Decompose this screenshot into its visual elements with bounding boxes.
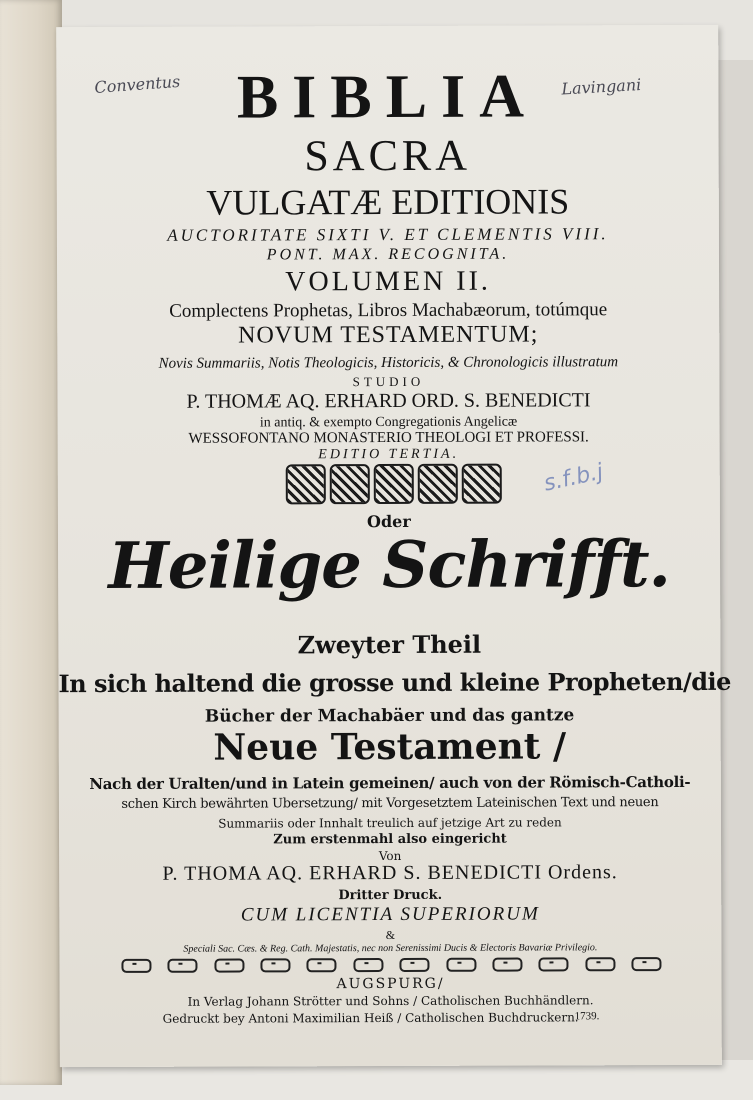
zweyter-theil: Zweyter Theil [297,629,482,660]
left-page-edge [0,0,62,1085]
ornament [168,959,198,973]
thoma-erhard-line: P. THOMA AQ. ERHARD S. BENEDICTI Ordens. [162,861,618,885]
ornament [121,959,151,973]
ornament [261,958,291,972]
summariis-german-line: Summariis oder Innhalt treulich auf jetzige Art zu reden [218,815,562,831]
von-line: Von [378,848,402,864]
volumen-heading: VOLUMEN II. [285,265,491,298]
ornament [400,958,430,972]
ampersand-line: & [385,927,396,943]
handwritten-note-left: Conventus [93,71,181,97]
ornament [307,958,337,972]
augspurg-line: AUGSPURG/ [336,975,445,993]
kirch-line: schen Kirch bewährten Ubersetzung/ mit Vorgesetztem Lateinischen Text und neuen [121,795,659,812]
handwritten-note-right: Lavingani [560,75,642,99]
monasterio-line: WESSOFONTANO MONASTERIO THEOLOGI ET PROFESSI. [188,429,589,447]
ink-stamp: s.f.b.j [541,459,606,497]
ornamental-border [121,957,661,973]
ornament [353,958,383,972]
title-sacra: SACRA [304,130,472,181]
verlag-line: In Verlag Johann Strötter und Sohns / Catholischen Buchhändlern. [187,993,594,1009]
oder-line: Oder [367,511,411,532]
dritter-druck: Dritter Druck. [338,887,443,904]
title-page [56,25,731,1067]
auctoritate-line: AUCTORITATE SIXTI V. ET CLEMENTIS VIII. [167,224,609,245]
title-page-content [56,25,731,1067]
uralten-line: Nach der Uralten/und in Latein gemeinen/ auch von der Römisch-Catholi- [89,772,691,794]
pont-max-line: PONT. MAX. RECOGNITA. [266,245,510,264]
gothic-letter-e [418,464,458,504]
gothic-letter-i [330,464,370,504]
gothic-biblia-ornament [286,464,502,505]
congregation-line: in antiq. & exempto Congregationis Angelicæ [259,414,518,431]
heilige-schrifft-title: Heilige Schrifft. [108,527,670,604]
gothic-letter-b2 [374,464,414,504]
summariis-line: Novis Summariis, Notis Theologicis, Historicis, & Chronologicis illustratum [158,354,619,372]
cum-licentia: CUM LICENTIA SUPERIORUM [240,903,540,926]
ornament [585,957,615,971]
author-line: P. THOMÆ AQ. ERHARD ORD. S. BENEDICTI [186,389,591,413]
novum-testamentum: NOVUM TESTAMENTUM; [238,321,539,349]
gothic-letter-b [286,464,326,504]
ornament [214,959,244,973]
title-vulgatae: VULGATÆ EDITIONIS [206,181,570,223]
ornament [492,958,522,972]
editio-line: EDITIO TERTIA. [318,446,460,463]
machabaeer-line: Bücher der Machabäer und das gantze [204,705,575,727]
studio-line: STUDIO [352,373,425,390]
erstenmahl-line: Zum erstenmahl also eingericht [273,831,507,848]
ornament [446,958,476,972]
title-biblia: BIBLIA [236,62,539,132]
gedruckt-line: Gedruckt bey Antoni Maximilian Heiß / Catholischen Buchdruckern. [162,1010,579,1026]
privilegio-line: Speciali Sac. Cæs. & Reg. Cath. Majestatis, nec non Serenissimi Ducis & Electoris Bavariæ Privilegio. [183,942,598,955]
propheten-line: In sich haltend die grosse und kleine Propheten/die [58,666,731,699]
ornament [631,957,661,971]
gothic-letter-l [462,464,502,504]
ornament [539,957,569,971]
publication-year: 1739. [574,1010,600,1023]
neue-testament: Neue Testament / [213,725,567,769]
complectens-line: Complectens Prophetas, Libros Machabæorum, totúmque [169,299,608,322]
